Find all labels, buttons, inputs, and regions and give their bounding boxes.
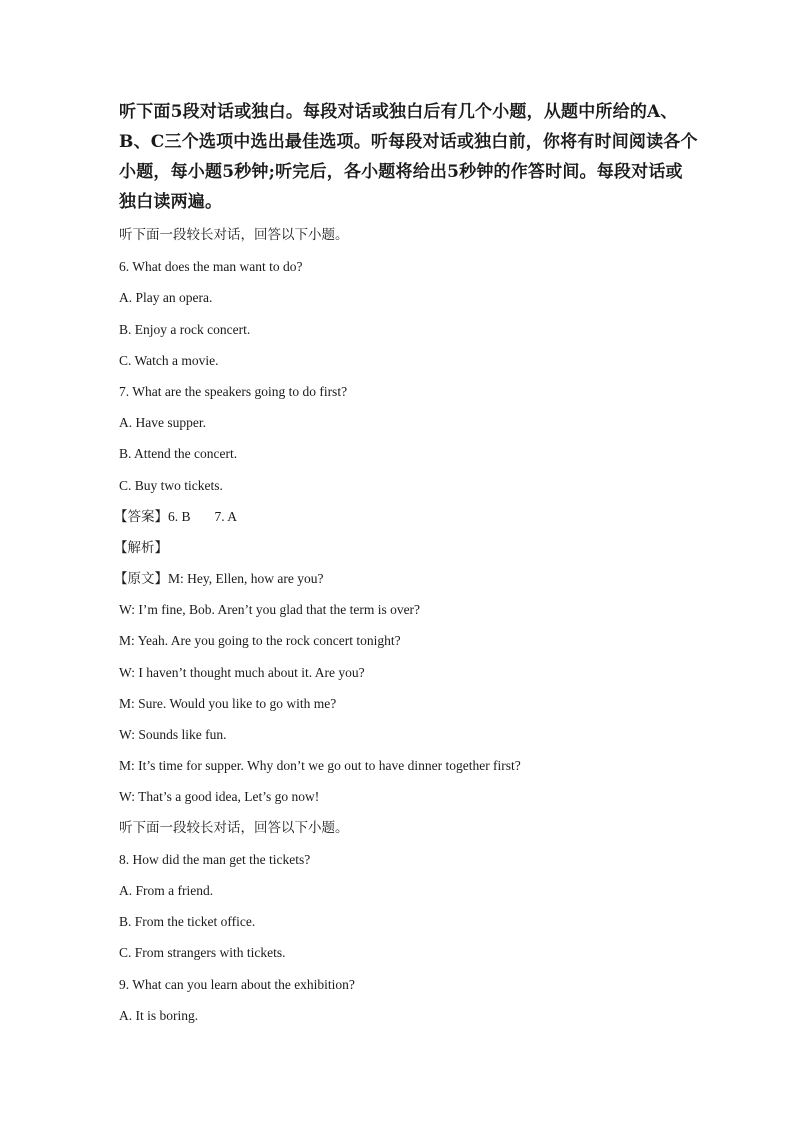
option-8b: B. From the ticket office.	[119, 914, 256, 930]
option-6a: A. Play an opera.	[119, 290, 213, 306]
transcript-line-4: W: I haven’t thought much about it. Are you?	[119, 664, 365, 680]
option-8a: A. From a friend.	[119, 882, 214, 898]
transcript-text: M: Hey, Ellen, how are you?	[168, 571, 324, 587]
page-content	[114, 97, 699, 1031]
transcript-line-5: M: Sure. Would you like to go with me?	[119, 695, 337, 711]
option-6c: C. Watch a movie.	[119, 352, 219, 368]
dialogue-intro-2: 听下面一段较长对话，回答以下小题。	[119, 819, 349, 836]
option-7a: A. Have supper.	[119, 415, 206, 431]
transcript-line-2: W: I’m fine, Bob. Aren’t you glad that the term is over?	[119, 602, 421, 618]
option-7c: C. Buy two tickets.	[119, 477, 223, 493]
analysis-line	[114, 532, 699, 563]
option-8c: C. From strangers with tickets.	[119, 945, 286, 961]
analysis-tag: 【解析】	[114, 539, 168, 556]
answer-tag: 【答案】	[114, 508, 168, 525]
answer-line	[114, 501, 699, 532]
answer-6: 6. B	[168, 508, 191, 524]
transcript-line-3: M: Yeah. Are you going to the rock concert tonight?	[119, 633, 401, 649]
dialogue-intro: 听下面一段较长对话，回答以下小题。	[119, 227, 349, 243]
transcript-line-1	[114, 563, 699, 594]
option-7b: B. Attend the concert.	[119, 446, 238, 462]
question-8: 8. How did the man get the tickets?	[119, 851, 311, 867]
transcript-line-8: W: That’s a good idea, Let’s go now!	[119, 789, 320, 805]
original-tag: 【原文】	[114, 571, 168, 588]
transcript-line-7: M: It’s time for supper. Why don’t we go out to have dinner together first?	[119, 758, 521, 774]
question-6: 6. What does the man want to do?	[119, 259, 303, 275]
section-instructions: 听下面5段对话或独白。每段对话或独白后有几个小题，从题中所给的A、B、C三个选项中选出最佳选项。听每段对话或独白前，你将有时间阅读各个小题，每小题5秒钟;听完后，各小题将给出5秒钟的作答时间。每段对话或独白读两遍。	[119, 102, 698, 212]
transcript-line-6: W: Sounds like fun.	[119, 727, 227, 742]
option-6b: B. Enjoy a rock concert.	[119, 321, 251, 337]
question-7: 7. What are the speakers going to do first?	[119, 383, 348, 399]
question-9: 9. What can you learn about the exhibition?	[119, 976, 355, 992]
answer-7: 7. A	[214, 508, 238, 524]
option-9a: A. It is boring.	[119, 1007, 199, 1023]
